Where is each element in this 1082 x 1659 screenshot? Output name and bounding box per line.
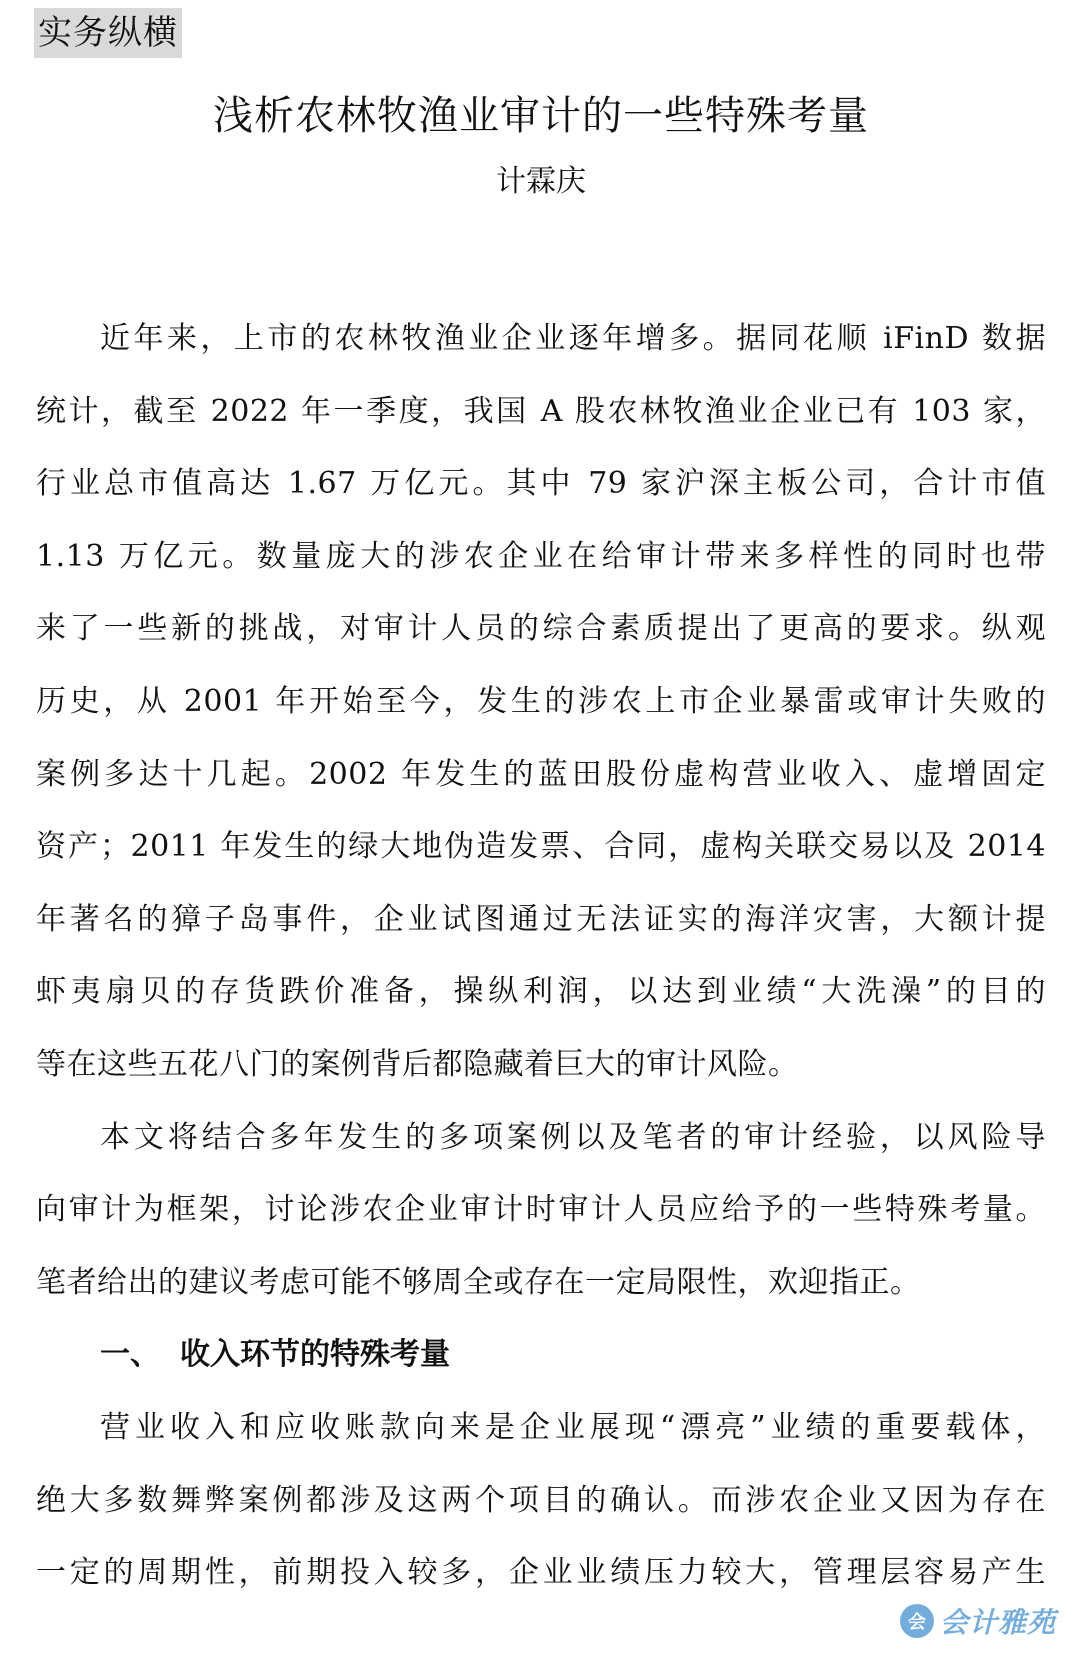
paragraph-1-line: 1.13 万亿元。数量庞大的涉农企业在给审计带来多样性的同时也带 <box>36 538 1046 574</box>
paragraph-1-line: 来了一些新的挑战，对审计人员的综合素质提出了更高的要求。纵观 <box>36 611 1046 647</box>
paragraph-1-line: 统计，截至 2022 年一季度，我国 A 股农林牧渔业企业已有 103 家， <box>36 393 1046 429</box>
paragraph-2-line: 笔者给出的建议考虑可能不够周全或存在一定局限性，欢迎指正。 <box>36 1264 921 1300</box>
paragraph-1-line: 历史，从 2001 年开始至今，发生的涉农上市企业暴雷或审计失败的 <box>36 683 1046 719</box>
paragraph-1-line: 年著名的獐子岛事件，企业试图通过无法证实的海洋灾害，大额计提 <box>36 901 1046 937</box>
article-author: 计霖庆 <box>496 164 586 199</box>
watermark-logo <box>900 1599 1056 1643</box>
paragraph-1-line: 资产；2011 年发生的绿大地伪造发票、合同，虚构关联交易以及 2014 <box>36 829 1046 865</box>
section-1-heading <box>36 1319 1046 1392</box>
column-tag: 实务纵横 <box>34 8 182 58</box>
paragraph-1-line: 等在这些五花八门的案例背后都隐藏着巨大的审计风险。 <box>36 1046 799 1082</box>
paragraph-3-line: 绝大多数舞弊案例都涉及这两个项目的确认。而涉农企业又因为存在 <box>36 1482 1046 1518</box>
paragraph-2-line: 向审计为框架，讨论涉农企业审计时审计人员应给予的一些特殊考量。 <box>36 1192 1046 1228</box>
section-1-number: 一、 <box>100 1337 160 1373</box>
article-title: 浅析农林牧渔业审计的一些特殊考量 <box>213 93 869 139</box>
article-body <box>36 303 1046 1610</box>
paragraph-1-line: 案例多达十几起。2002 年发生的蓝田股份虚构营业收入、虚增固定 <box>36 756 1046 792</box>
paragraph-1-line: 虾夷扇贝的存货跌价准备，操纵利润，以达到业绩“大洗澡”的目的 <box>36 974 1046 1010</box>
paragraph-1-line: 近年来，上市的农林牧渔业企业逐年增多。据同花顺 iFinD 数据 <box>100 321 1046 356</box>
brand-logo-icon: 会 <box>900 1604 934 1638</box>
paragraph-3-line: 营业收入和应收账款向来是企业展现“漂亮”业绩的重要载体， <box>100 1409 1046 1445</box>
paragraph-1-line: 行业总市值高达 1.67 万亿元。其中 79 家沪深主板公司，合计市值 <box>36 466 1046 502</box>
paragraph-3-line: 一定的周期性，前期投入较多，企业业绩压力较大，管理层容易产生 <box>36 1555 1046 1591</box>
paragraph-2-line: 本文将结合多年发生的多项案例以及笔者的审计经验，以风险导 <box>100 1119 1046 1155</box>
watermark-text: 会计雅苑 <box>939 1606 1056 1639</box>
section-1-title: 收入环节的特殊考量 <box>180 1337 450 1373</box>
